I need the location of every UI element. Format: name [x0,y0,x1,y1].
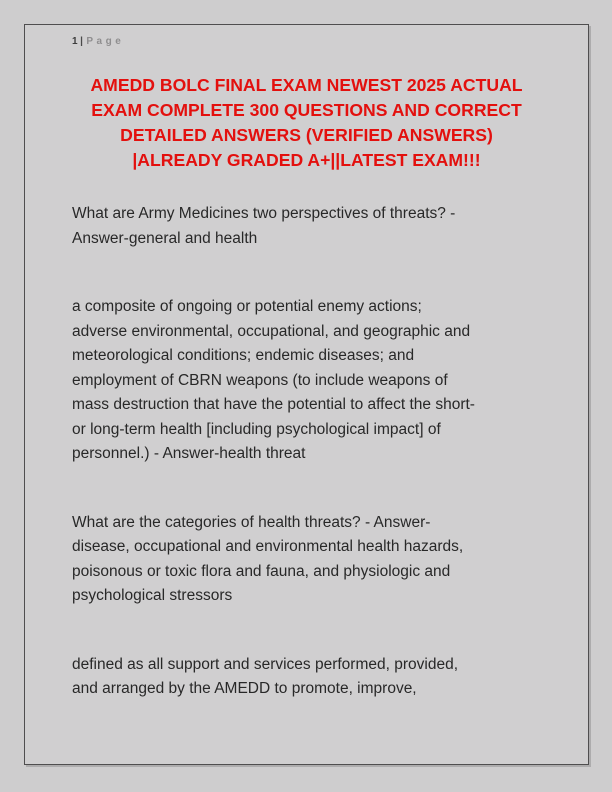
text-line: adverse environmental, occupational, and geographic and [72,322,471,340]
page-header-label: Page [86,36,125,47]
qa-paragraph [72,511,541,609]
text-line: psychological stressors [72,587,233,604]
title-line: AMEDD BOLC FINAL EXAM NEWEST 2025 ACTUAL [90,75,523,95]
text-line: or long-term health [including psychological impact] of [72,420,441,438]
text-line: mass destruction that have the potential to affect the short- [72,396,475,413]
text-line: defined as all support and services performed, provided, [72,655,458,673]
page-number: 1 [72,36,79,47]
text-line: personnel.) - Answer-health threat [72,445,306,462]
text-line: What are Army Medicines two perspectives of threats? - [72,205,456,222]
text-line: and arranged by the AMEDD to promote, improve, [72,680,417,697]
title-line: EXAM COMPLETE 300 QUESTIONS AND CORRECT [91,100,522,120]
text-line: What are the categories of health threats? - Answer- [72,513,431,531]
document-page [24,24,589,765]
page-header [72,36,541,47]
page-content-area [25,25,588,702]
text-line: Answer-general and health [72,229,258,247]
text-line: a composite of ongoing or potential enemy actions; [72,298,422,315]
qa-paragraph [72,202,541,251]
text-line: meteorological conditions; endemic diseases; and [72,347,415,364]
text-line: poisonous or toxic flora and fauna, and physiologic and [72,562,451,580]
qa-paragraph [72,653,541,702]
qa-paragraph [72,295,541,467]
text-line: disease, occupational and environmental health hazards, [72,538,464,555]
exam-title [72,73,541,173]
title-line: |ALREADY GRADED A+||LATEST EXAM!!! [132,150,481,170]
title-line: DETAILED ANSWERS (VERIFIED ANSWERS) [120,125,493,145]
document-body [72,202,541,702]
text-line: employment of CBRN weapons (to include weapons of [72,371,448,389]
page-header-separator: | [80,36,84,47]
